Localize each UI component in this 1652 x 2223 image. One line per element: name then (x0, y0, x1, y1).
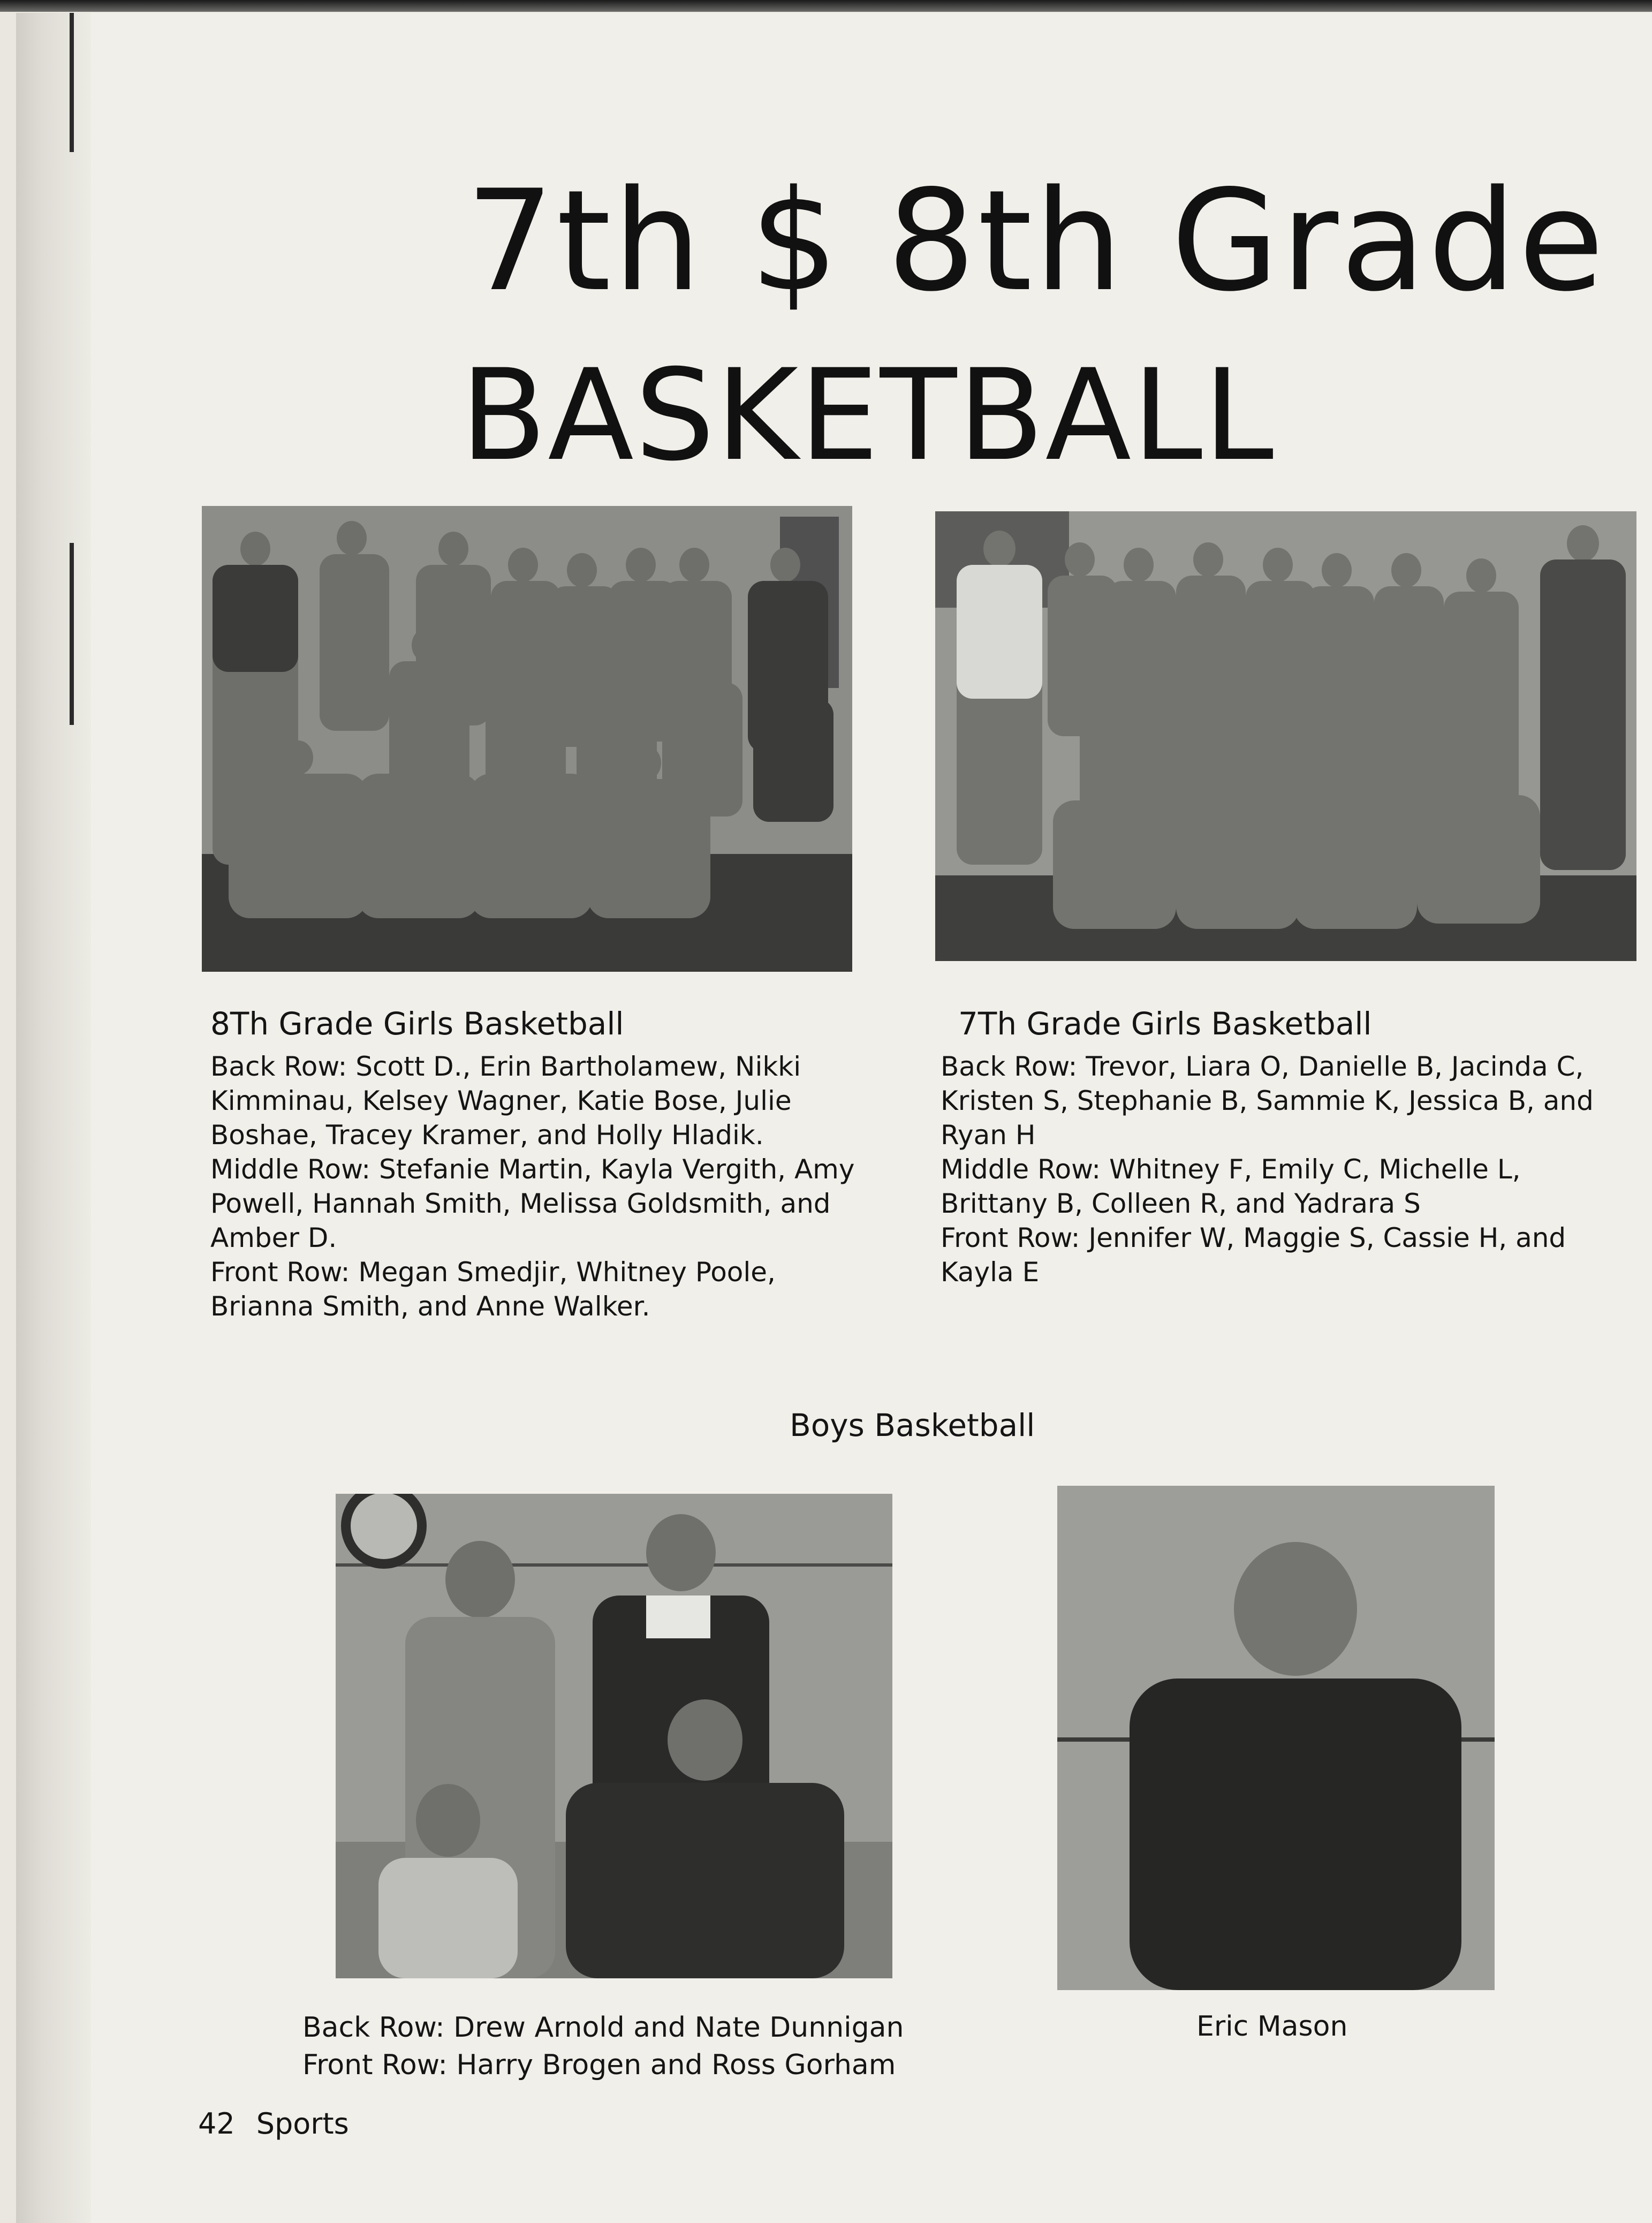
section-name: Sports (256, 2107, 349, 2141)
seventh-grade-heading: 7Th Grade Girls Basketball (958, 1005, 1372, 1042)
page-folio (198, 2107, 370, 2141)
seventh-grade-front-row: Front Row: Jennifer W, Maggie S, Cassie H, and Kayla E (941, 1222, 1566, 1288)
binding-edge-mark (70, 13, 74, 152)
page-number: 42 (198, 2107, 235, 2141)
eighth-grade-back-row: Back Row: Scott D., Erin Bartholamew, Nikki Kimminau, Kelsey Wagner, Katie Bose, Julie Boshae, Tracey Kramer, and Holly Hladik. (210, 1051, 801, 1151)
eighth-grade-middle-row: Middle Row: Stefanie Martin, Kayla Vergith, Amy Powell, Hannah Smith, Melissa Goldsmith, and Amber D. (210, 1154, 855, 1253)
page-binding (16, 13, 91, 2223)
seventh-grade-middle-row: Middle Row: Whitney F, Emily C, Michelle L, Brittany B, Colleen R, and Yadrara S (941, 1154, 1521, 1219)
eighth-grade-heading: 8Th Grade Girls Basketball (210, 1005, 624, 1042)
boys-group-photo (336, 1494, 892, 1978)
boys-group-caption (302, 2009, 998, 2084)
page-title-line-2: BASKETBALL (460, 343, 1275, 489)
boys-heading: Boys Basketball (790, 1407, 1035, 1443)
seventh-grade-team-photo (935, 511, 1636, 961)
seventh-grade-caption (941, 1049, 1631, 1289)
scan-top-edge (0, 0, 1652, 12)
page-title-line-1: 7th $ 8th Grade (466, 161, 1606, 322)
eighth-grade-team-photo (202, 506, 852, 972)
eric-mason-caption: Eric Mason (1196, 2010, 1348, 2043)
seventh-grade-back-row: Back Row: Trevor, Liara O, Danielle B, Jacinda C, Kristen S, Stephanie B, Sammie K, Jessica B, and Ryan H (941, 1051, 1594, 1151)
boys-front-row: Front Row: Harry Brogen and Ross Gorham (302, 2049, 896, 2081)
boys-back-row: Back Row: Drew Arnold and Nate Dunnigan (302, 2012, 904, 2044)
binding-edge-mark (70, 543, 74, 725)
eric-mason-photo (1057, 1486, 1495, 1990)
eighth-grade-front-row: Front Row: Megan Smedjir, Whitney Poole, Brianna Smith, and Anne Walker. (210, 1257, 776, 1322)
eighth-grade-caption (210, 1049, 863, 1324)
